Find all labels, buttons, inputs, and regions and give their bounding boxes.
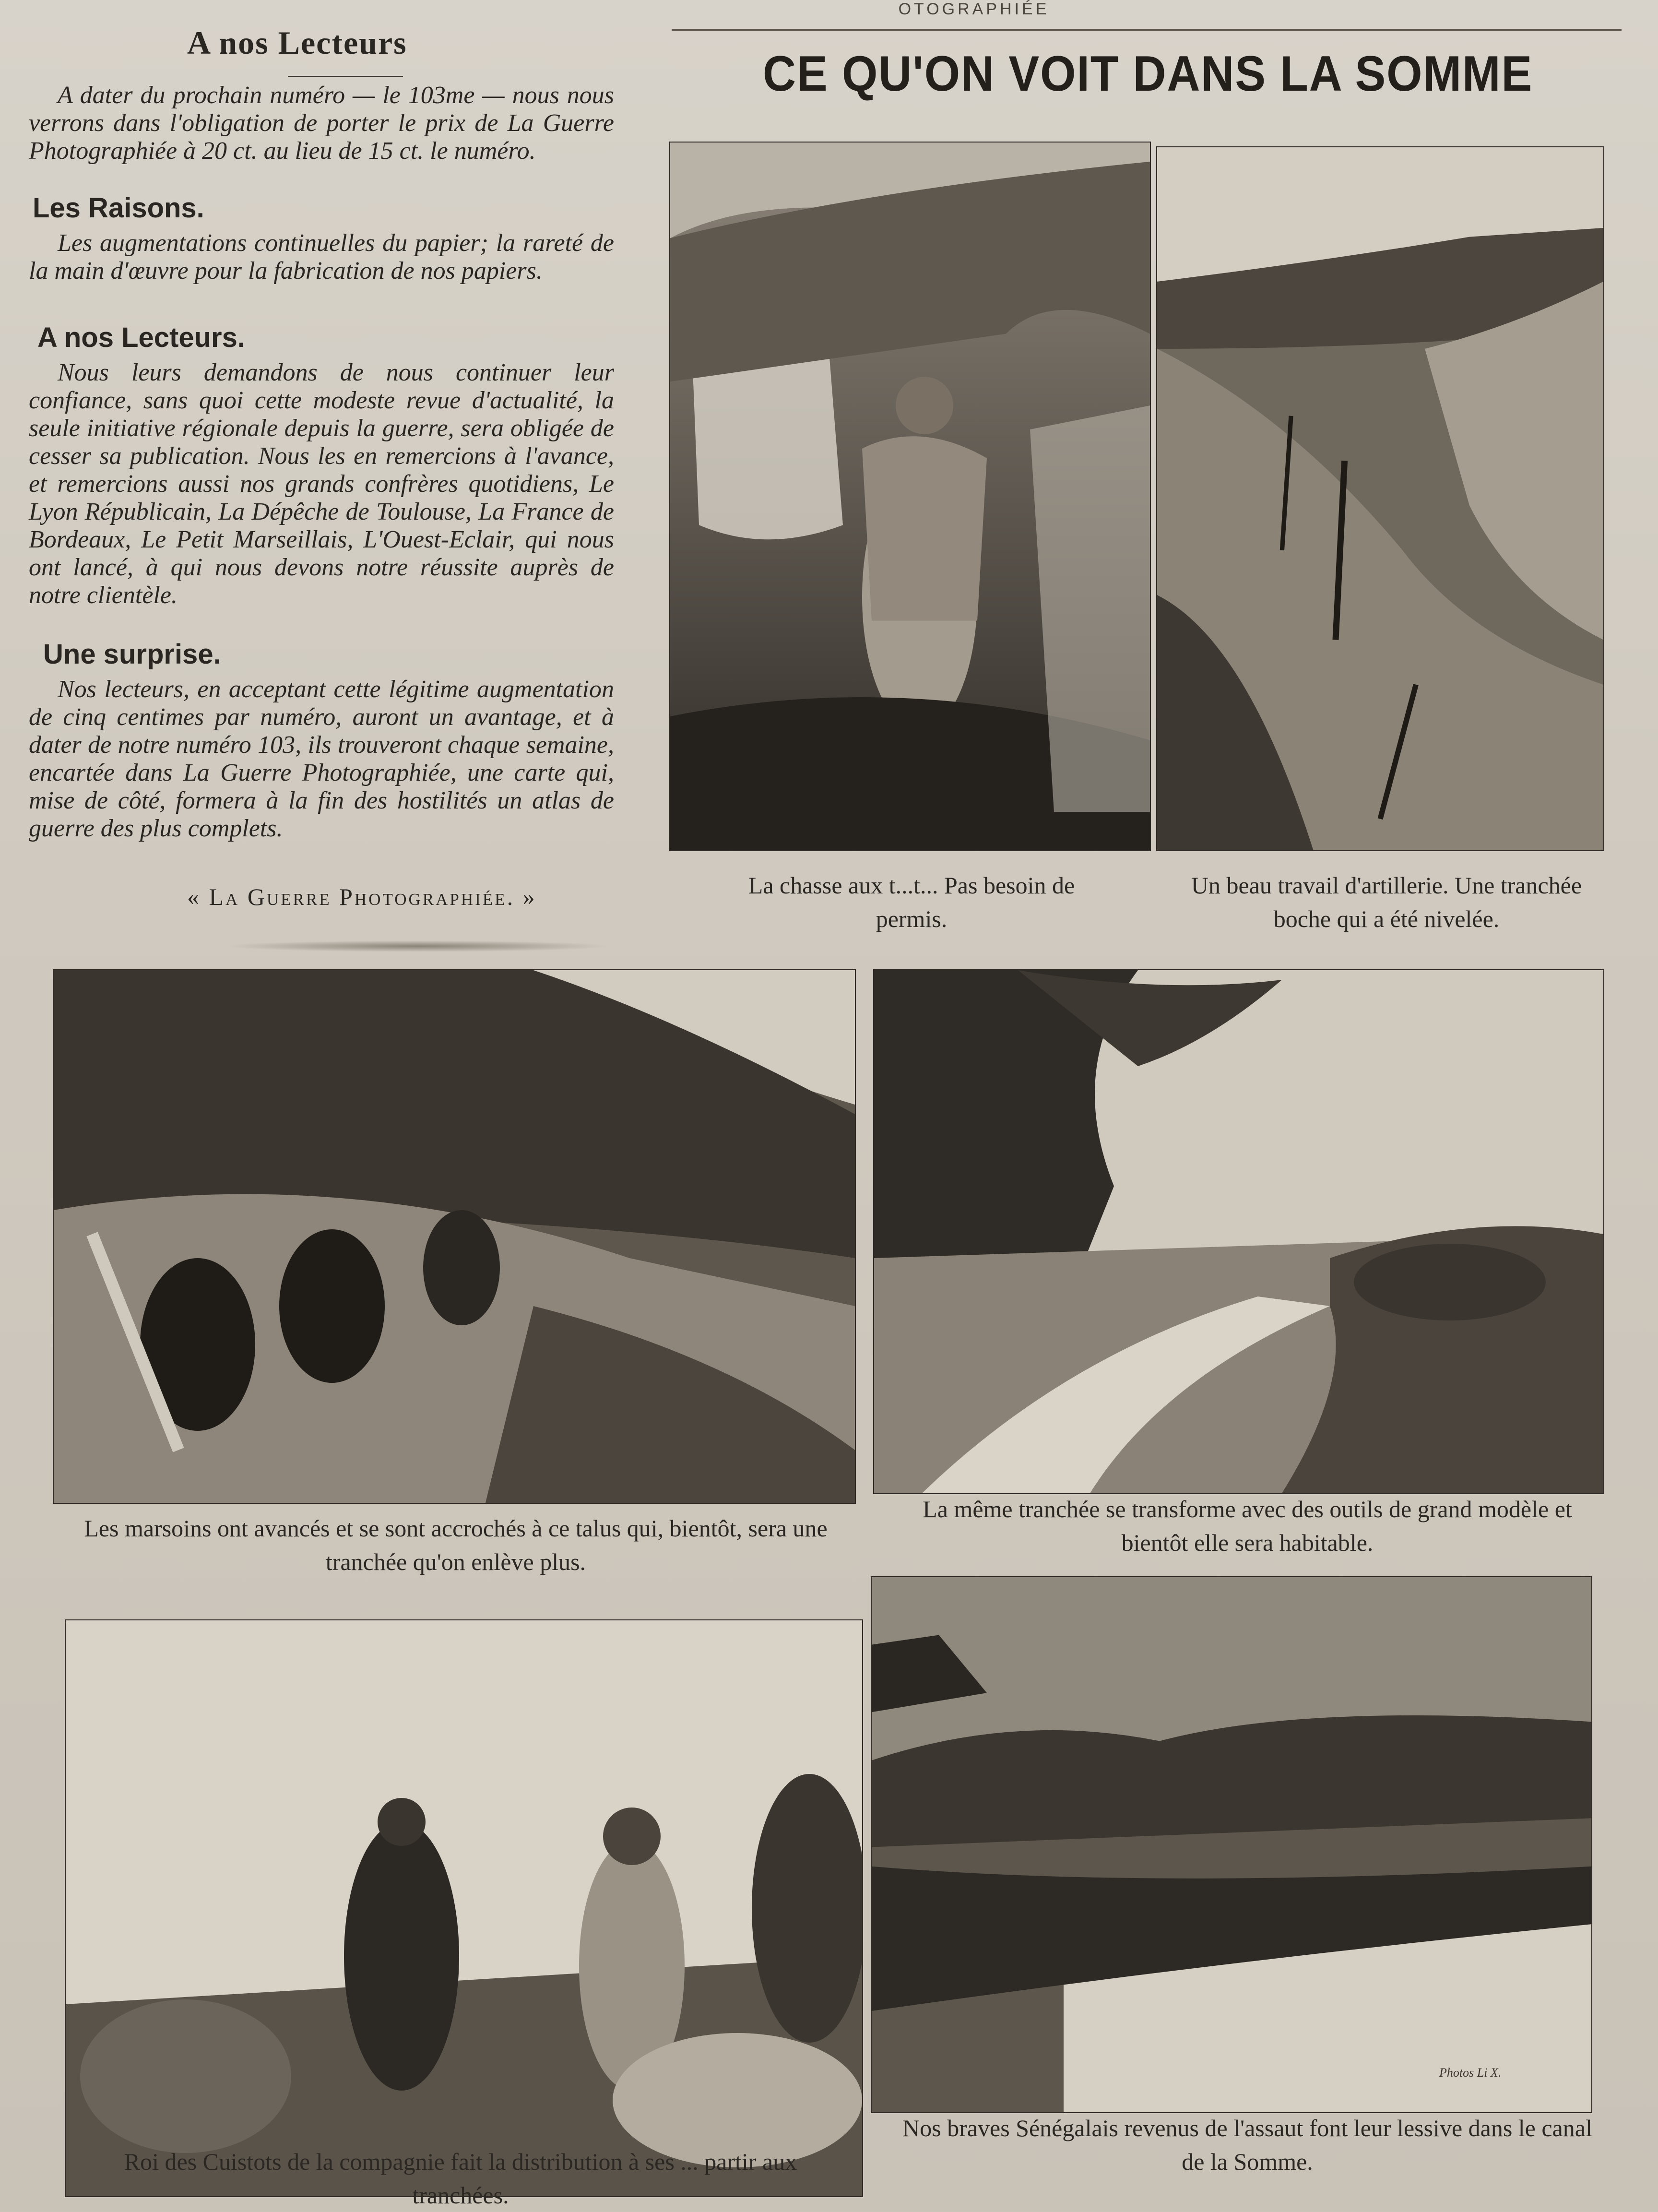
caption-road-trench: La même tranchée se transforme avec des outils de grand modèle et bientôt elle sera habitable. bbox=[923, 1496, 1572, 1556]
photo-trench-hunt bbox=[669, 142, 1151, 851]
surprise-text: Nos lecteurs, en acceptant cette légitime augmentation de cinq centimes par numéro, auront un avantage, et à dater de notre numéro 103, ils trouveront chaque semaine, encartée dans La Guerre Photographiée, une carte qui, mise de côté, formera à la fin des hostilités un atlas de guerre des plus complets. bbox=[29, 676, 614, 842]
caption-trench-hunt: La chasse aux t...t... Pas besoin de permis. bbox=[748, 872, 1075, 932]
photo-credit: Photos Li X. bbox=[1439, 2066, 1502, 2080]
notice-intro: A dater du prochain numéro — le 103me — nous nous verrons dans l'obligation de porter le prix de La Guerre Photographiée à 20 ct. au lieu de 15 ct. le numéro. bbox=[29, 82, 614, 165]
senegalese-image bbox=[872, 1577, 1591, 2112]
caption-cooks: Roi des Cuistots de la compagnie fait la distribution à ses ... partir aux tranchées. bbox=[124, 2148, 797, 2209]
caption-senegalese: Nos braves Sénégalais revenus de l'assaut font leur lessive dans le canal de la Somme. bbox=[902, 2115, 1592, 2175]
surprise-heading: Une surprise. bbox=[43, 639, 221, 670]
running-header: OTOGRAPHIÉE bbox=[898, 0, 1050, 18]
reasons-text: Les augmentations continuelles du papier; la rareté de la main d'œuvre pour la fabrication de nos papiers. bbox=[29, 229, 614, 285]
photo-road-trench bbox=[873, 969, 1604, 1494]
page-title: CE QU'ON VOIT DANS LA SOMME bbox=[763, 46, 1533, 102]
photo-cooks bbox=[65, 1619, 863, 2197]
caption-levelled-trench: Un beau travail d'artillerie. Une tranchée boche qui a été nivelée. bbox=[1191, 872, 1582, 932]
levelled-trench-image bbox=[1157, 147, 1603, 850]
notice-signature: « La Guerre Photographiée. » bbox=[187, 883, 537, 910]
readers-text: Nous leurs demandons de nous continuer leur confiance, sans quoi cette modeste revue d'actualité, la seule initiative régionale depuis la guerre, sera obligée de cesser sa publication. Nous les en remercions à l'avance, et remercions aussi nos grands confrères quotidiens, Le Lyon Républicain, La Dépêche de Toulouse, La France de Bordeaux, Le Petit Marseillais, L'Ouest-Eclair, qui nous ont lancé, à qui nous devons notre réussite auprès de notre clientèle. bbox=[29, 359, 614, 609]
ink-smudge bbox=[225, 940, 609, 952]
header-rule bbox=[672, 29, 1622, 31]
caption-embankment: Les marsoins ont avancés et se sont accrochés à ce talus qui, bientôt, sera une tranchée qu'on enlève plus. bbox=[84, 1515, 828, 1575]
road-trench-image bbox=[874, 970, 1603, 1493]
reasons-heading: Les Raisons. bbox=[33, 192, 204, 224]
trench-hunt-image bbox=[670, 143, 1150, 850]
cooks-image bbox=[66, 1620, 862, 2196]
photo-levelled-trench bbox=[1156, 146, 1604, 851]
notice-column bbox=[29, 14, 614, 926]
readers-heading: A nos Lecteurs. bbox=[37, 322, 245, 353]
photo-embankment bbox=[53, 969, 856, 1504]
notice-heading-rule bbox=[288, 76, 403, 77]
photo-senegalese bbox=[871, 1576, 1592, 2113]
notice-heading: A nos Lecteurs bbox=[187, 24, 407, 61]
embankment-image bbox=[54, 970, 855, 1503]
